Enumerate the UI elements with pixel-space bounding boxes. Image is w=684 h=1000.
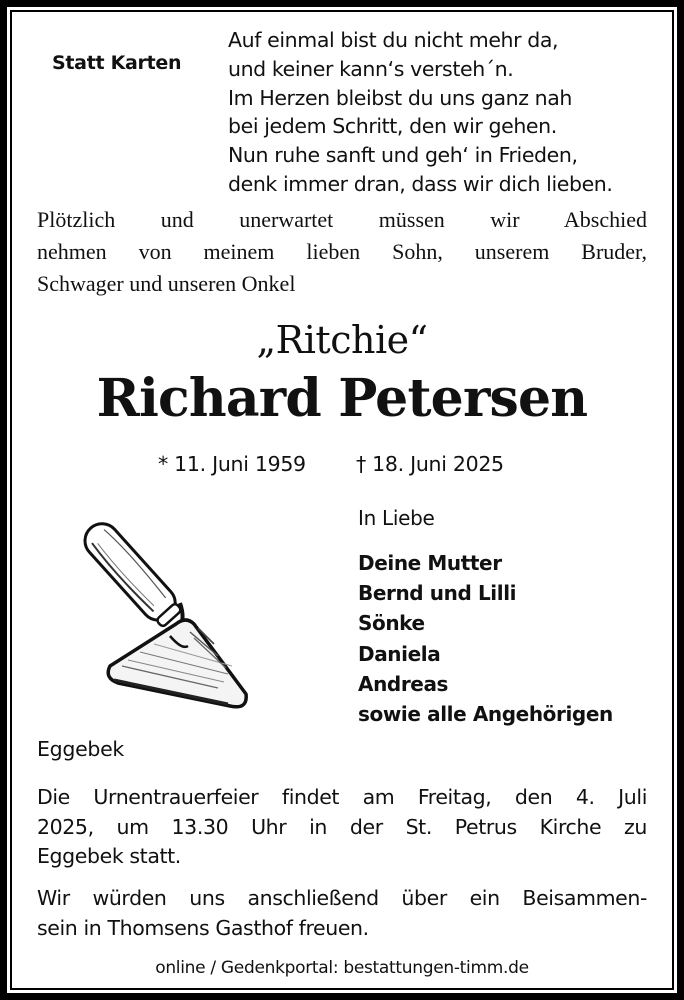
trowel-icon [78,520,260,718]
mourner-name: Sönke [358,611,425,636]
deceased-nickname: „Ritchie“ [256,318,428,362]
poem-line: bei jedem Schritt, den wir gehen. [228,114,557,139]
mourner-name: Daniela [358,641,441,666]
online-memorial-link[interactable]: online / Gedenkportal: bestattungen-timm.de [155,958,529,978]
mourners-list [358,548,613,729]
statt-karten-label: Statt Karten [52,52,182,74]
intro-line: nehmen von meinem lieben Sohn, unserem Bruder, [37,239,647,264]
gathering-paragraph [37,884,647,943]
ceremony-line: Die Urnentrauerfeier findet am Freitag, den 4. Juli [37,785,647,809]
mourner-name: Andreas [358,671,449,696]
gathering-line: Wir würden uns anschließend über ein Beisammen- [37,886,647,910]
poem [228,26,613,199]
gathering-line: sein in Thomsens Gasthof freuen. [37,915,369,940]
ceremony-line: Eggebek statt. [37,844,181,868]
intro-line: Schwager und unseren Onkel [37,271,296,296]
in-liebe-label: In Liebe [358,506,435,530]
poem-line: Im Herzen bleibst du uns ganz nah [228,85,573,110]
ceremony-line: 2025, um 13.30 Uhr in der St. Petrus Kirche zu [37,814,647,839]
place-name: Eggebek [37,737,124,761]
ceremony-paragraph [37,783,647,872]
poem-line: denk immer dran, dass wir dich lieben. [228,171,613,196]
deceased-name: Richard Petersen [96,368,588,429]
death-date: † 18. Juni 2025 [356,452,504,476]
intro-paragraph [37,204,647,300]
mourner-name: sowie alle Angehörigen [358,702,613,727]
intro-line: Plötzlich und unerwartet müssen wir Abschied [37,207,647,232]
poem-line: Auf einmal bist du nicht mehr da, [228,28,559,52]
mourner-name: Deine Mutter [358,551,502,575]
poem-line: Nun ruhe sanft und geh‘ in Frieden, [228,143,578,168]
birth-date: * 11. Juni 1959 [158,452,306,476]
mourner-name: Bernd und Lilli [358,581,517,606]
poem-line: und keiner kann‘s versteh´n. [228,56,514,81]
